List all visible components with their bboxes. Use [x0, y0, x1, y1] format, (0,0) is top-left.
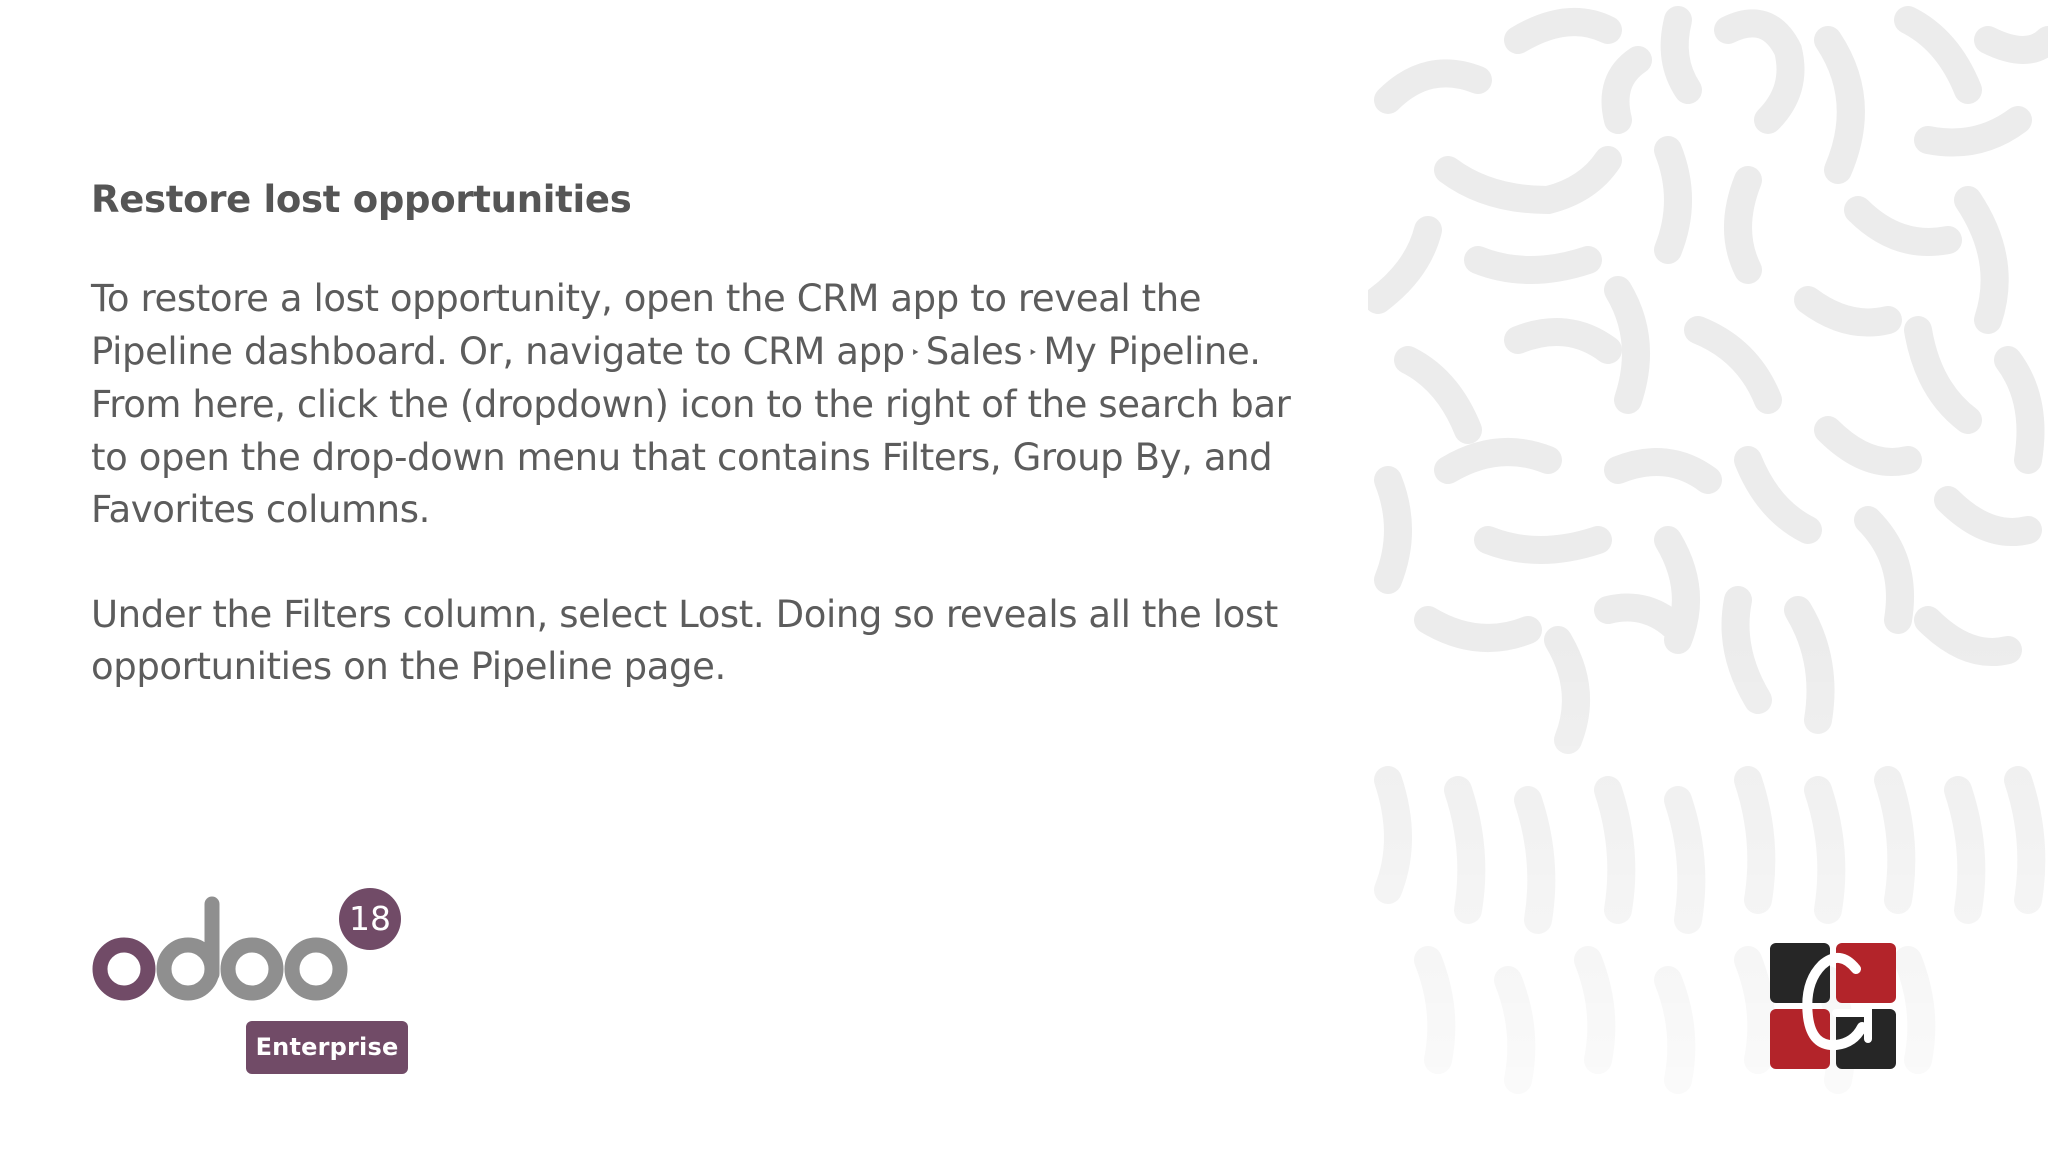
- paragraph-line: To restore a lost opportunity, open the CRM app to reveal the: [91, 277, 1202, 320]
- paragraph-line: [91, 326, 1341, 380]
- slide-content: [91, 178, 1341, 746]
- company-brand-mark-icon: [1770, 943, 1896, 1069]
- instruction-paragraph-1: [91, 273, 1341, 537]
- paragraph-line: opportunities on the Pipeline page.: [91, 645, 726, 689]
- paragraph-line: From here, click the (dropdown) icon to the right of the search bar: [91, 383, 1291, 427]
- paragraph-line: to open the drop-down menu that contains Filters, Group By, and: [91, 435, 1273, 479]
- decorative-squiggle-pattern: [1368, 0, 2048, 1152]
- breadcrumb-caret-icon: ‣: [1028, 342, 1038, 362]
- paragraph-line: Favorites columns.: [91, 488, 430, 532]
- odoo-wordmark-icon: [92, 884, 352, 1014]
- paragraph-line: Under the Filters column, select Lost. Doing so reveals all the lost: [91, 592, 1278, 636]
- paragraph-text: Sales: [925, 329, 1023, 373]
- edition-badge: Enterprise: [246, 1021, 408, 1074]
- slide-heading: Restore lost opportunities: [91, 178, 632, 221]
- paragraph-text: My Pipeline.: [1043, 329, 1261, 373]
- odoo-logo: [92, 884, 412, 1076]
- instruction-paragraph-2: [91, 589, 1341, 694]
- version-badge: 18: [339, 888, 401, 950]
- paragraph-text: Pipeline dashboard. Or, navigate to CRM app: [91, 329, 905, 373]
- breadcrumb-caret-icon: ‣: [910, 342, 920, 362]
